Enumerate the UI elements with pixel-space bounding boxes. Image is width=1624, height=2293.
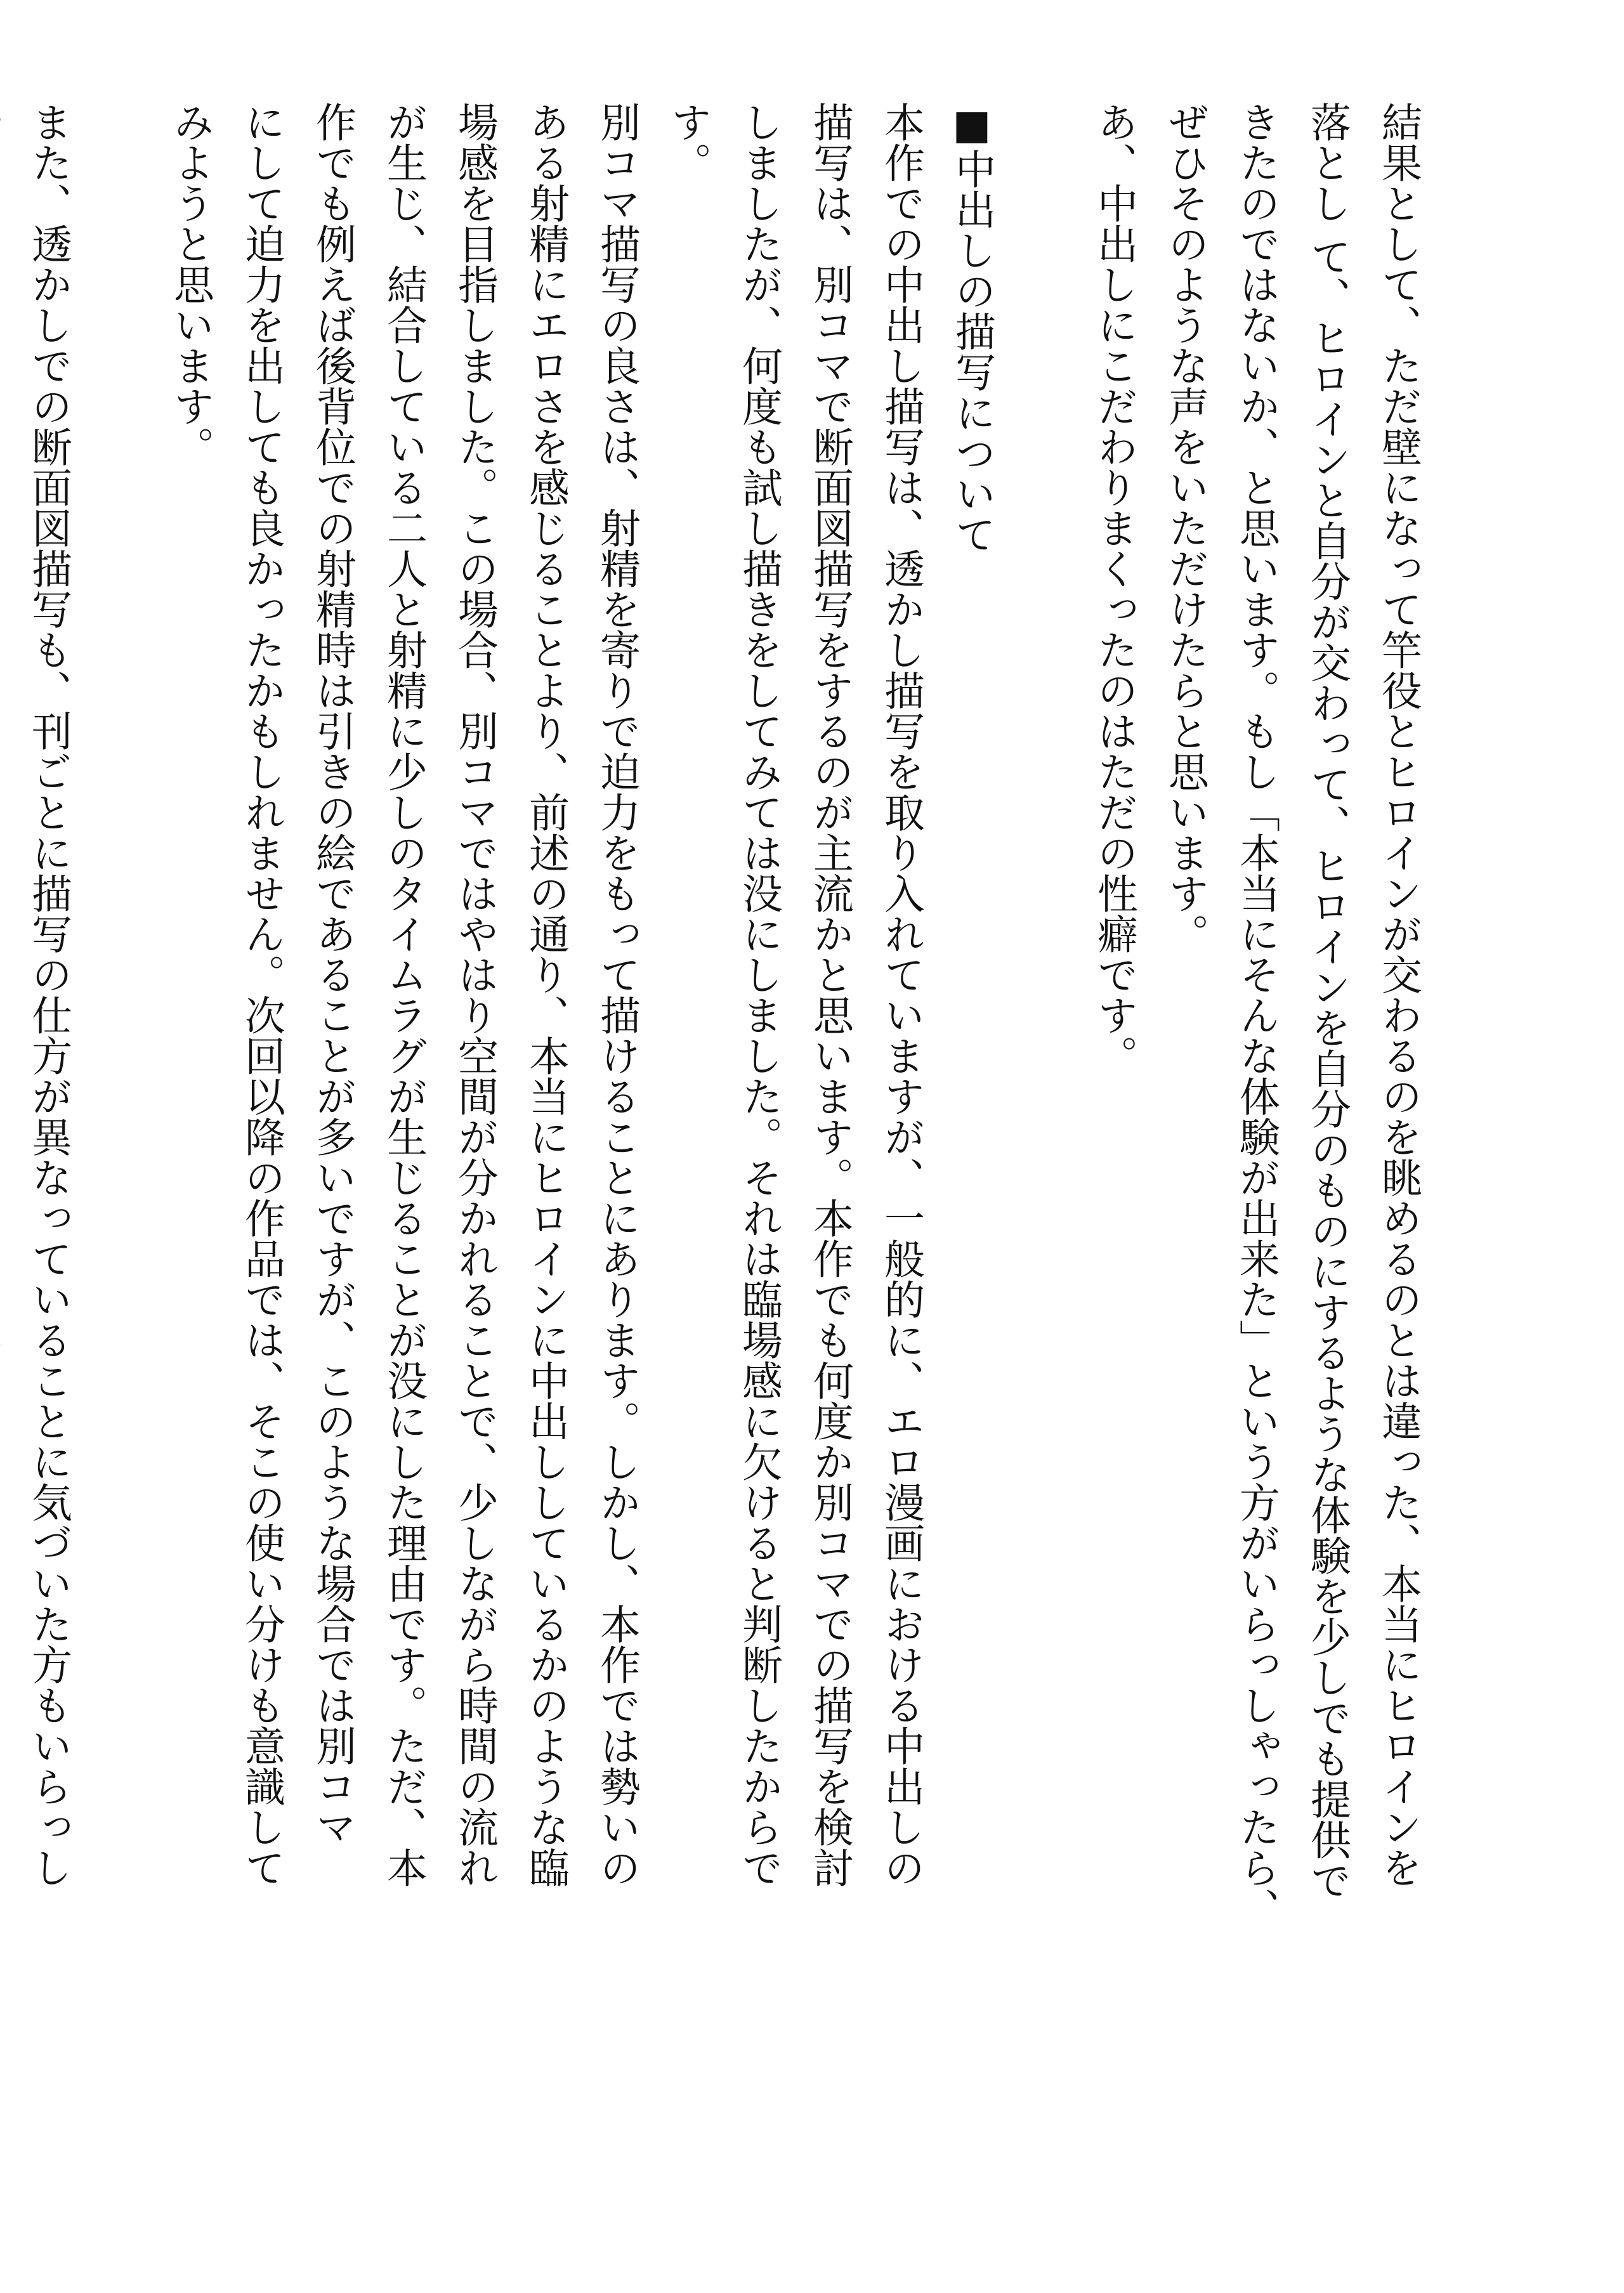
text-column: 別コマ描写の良さは、射精を寄りで迫力をもって描けることにあります。しかし、本作では勢いの: [593, 101, 640, 1888]
text-column: にして迫力を出しても良かったかもしれません。次回以降の作品では、そこの使い分けも意識して: [238, 101, 285, 1888]
section-heading: ■中出しの描写について: [948, 101, 995, 554]
text-column: 落とし て、ヒロインと自分が交わって、ヒロインを自分のものにするような体験を少しでも提供で: [1304, 101, 1351, 1901]
text-column: 結果として、ただ壁になって竿役とヒロインが交わるのを眺めるのとは違った、本当にヒロインを: [1375, 101, 1422, 1888]
text-column: 本作での中出し描写は、透かし描写を取り入れていますが、一般的に、エロ漫画における中出しの: [877, 101, 924, 1888]
text-column: あ、中出しにこだわりまくったのはただの性癖です。: [1090, 101, 1137, 1076]
vertical-text-body: [0, 101, 1434, 2207]
text-column: す。: [664, 101, 711, 183]
text-column: ある射精にエロさを感じることより、前述の通り、本当にヒロインに中出ししているかのような臨: [522, 101, 569, 1888]
column-gap: [1007, 101, 1078, 2207]
text-column: 作でも例えば後背位での射精時は引きの絵であることが多いですが、このような場合では別コマ: [309, 101, 356, 1847]
text-column: 場感を目指しました。この場合、別コマではやはり空間が分かれることで、少しながら時間の流れ: [451, 101, 498, 1888]
text-column: しましたが、何度も試し描きをしてみては没にしました。それは臨場感に欠けると判断したからで: [735, 101, 782, 1888]
text-column: が生じ、結合している二人と射精に少しのタイムラグが生じることが没にした理由です。ただ、本: [380, 101, 427, 1888]
text-column: ぜひそのような声をいただけたらと思います。: [1162, 101, 1208, 954]
column-gap: [84, 101, 155, 2207]
text-column: きたのではないか、と思います。もし「本当にそんな体験が出来た」という方がいらっしゃったら、: [1233, 101, 1280, 1928]
text-column: 描写は、別コマで断面図描写をするのが主流かと思います。本作でも何度か別コマでの描写を検討: [806, 101, 853, 1888]
text-column: また、透かしでの断面図描写も、刊ごとに描写の仕方が異なっていることに気づいた方もいらっし: [25, 101, 72, 1888]
text-column: みようと思います。: [167, 101, 214, 467]
text-column: [0, 101, 13, 2207]
